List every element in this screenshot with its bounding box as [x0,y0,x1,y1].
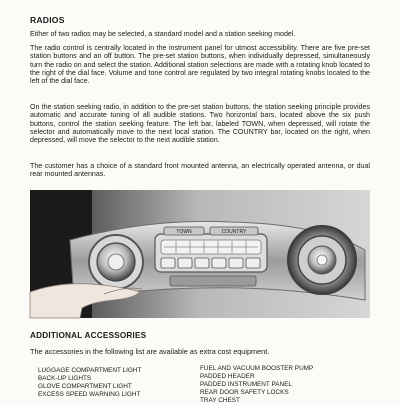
accessories-heading: ADDITIONAL ACCESSORIES [30,331,147,340]
radios-paragraph-3: On the station seeking radio, in addition to the pre-set station buttons, the station seeking principle provides automatic and accurate tuning of all audible stations. Two horizontal bars, located above the six push buttons, control the station seeking feature. The left bar, labeled TOWN, when depressed, will rotate the selector and automatically move to the next local station. The COUNTRY bar, located on the right, when depressed, will move the selector to the next audible station. [30,103,370,145]
volume-tone-knob [89,235,143,289]
radio-photo [30,190,370,318]
list-item: LUGGAGE COMPARTMENT LIGHT [38,367,142,374]
radios-paragraph-1: Either of two radios may be selected, a standard model and a station seeking model. [30,30,296,38]
accessories-list-right [200,365,314,404]
list-item: BACK-UP LIGHTS [38,374,92,382]
country-label: COUNTRY [221,229,247,235]
list-item: EXCESS SPEED WARNING LIGHT [38,390,141,398]
radios-paragraph-2: The radio control is centrally located in the instrument panel for utmost accessibility. There are five pre-set station buttons and an off button. The pre-set station buttons, when individually depressed, simultaneously turn the radio on and select the station. Additional station selections are made with a rotating knob located to the right of the dial face. Volume and tone control are regulated by two integral rotating knobs located to the left of the dial face. [30,44,370,86]
radios-heading: RADIOS [30,15,65,25]
accessories-list-left [38,367,141,399]
list-item: GLOVE COMPARTMENT LIGHT [38,382,132,390]
radios-paragraph-4: The customer has a choice of a standard front mounted antenna, an electrically operated antenna, or dual rear mounted antennas. [30,162,370,179]
lower-grille [170,276,256,286]
list-item: REAR DOOR SAFETY LOCKS [200,388,289,396]
list-item: PADDED HEADER [200,372,255,380]
list-item: TRAY CHEST [200,396,240,404]
tuning-dial [288,226,356,294]
accessories-intro: The accessories in the following list are available as extra cost equipment. [30,347,270,356]
town-label: TOWN [176,229,192,235]
list-item: FUEL AND VACUUM BOOSTER PUMP [200,365,314,372]
list-item: PADDED INSTRUMENT PANEL [200,380,292,388]
